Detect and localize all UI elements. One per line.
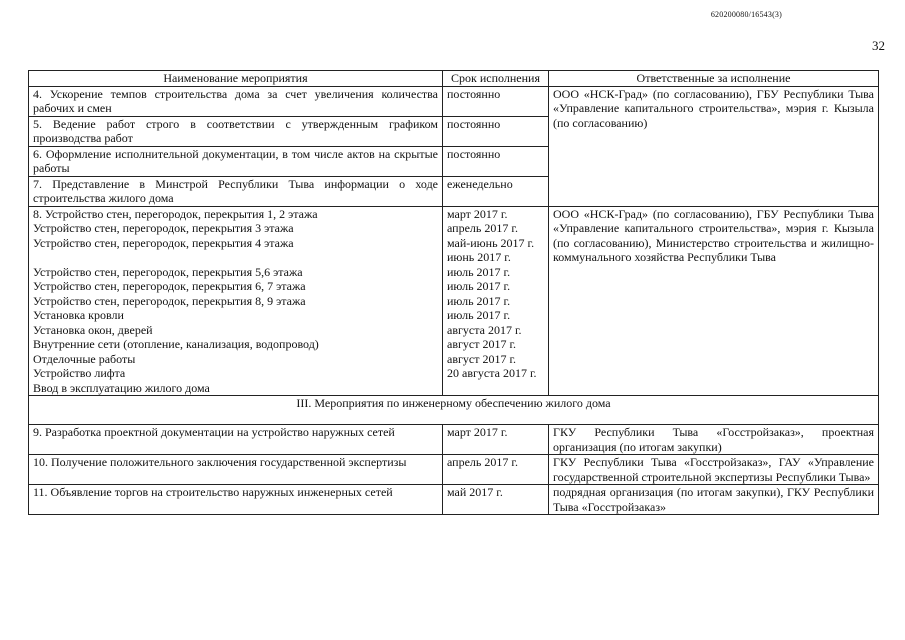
list-item: июль 2017 г. [447, 308, 511, 322]
activity-name: 6. Оформление исполнительной документации, в том числе актов на скрытые работы [29, 146, 443, 176]
list-item: Устройство лифта [33, 366, 126, 380]
activity-name: 11. Объявление торгов на строительство наружных инженерных сетей [29, 485, 443, 515]
column-header-name: Наименование мероприятия [29, 71, 443, 87]
activity-term: май 2017 г. [443, 485, 549, 515]
table-row [29, 485, 879, 515]
section-heading-row [29, 396, 879, 425]
list-item: 8. Устройство стен, перегородок, перекрытия 1, 2 этажа [33, 206, 318, 221]
activity-name: 4. Ускорение темпов строительства дома за счет увеличения количества рабочих и смен [29, 86, 443, 116]
list-item: Установка окон, дверей [33, 322, 153, 337]
activities-table [28, 70, 879, 515]
table-row [29, 86, 879, 116]
column-header-responsible: Ответственные за исполнение [549, 71, 879, 87]
activity-term: постоянно [443, 146, 549, 176]
list-item: Установка кровли [33, 308, 124, 322]
responsible-cell: ООО «НСК-Град» (по согласованию), ГБУ Республики Тыва «Управление капитального строительства», мэрия г. Кызыла (по согласованию) [549, 86, 879, 206]
document-code: 620200080/16543(3) [710, 10, 782, 19]
list-item: март 2017 г. [447, 206, 508, 221]
table-row [29, 206, 879, 396]
page-number: 32 [872, 38, 885, 53]
list-item: Отделочные работы [33, 351, 136, 366]
list-item: Устройство стен, перегородок, перекрытия 8, 9 этажа [33, 293, 306, 308]
list-item: июль 2017 г. [447, 293, 511, 308]
activity-name: 7. Представление в Минстрой Республики Тыва информации о ходе строительства жилого дома [29, 176, 443, 206]
list-item: Ввод в эксплуатацию жилого дома [33, 380, 210, 395]
activity-term: еженедельно [443, 176, 549, 206]
list-item: Устройство стен, перегородок, перекрытия 3 этажа [33, 221, 294, 235]
section-title: III. Мероприятия по инженерному обеспечению жилого дома [29, 396, 879, 425]
list-item: август 2017 г. [447, 337, 517, 351]
responsible-cell: ГКУ Республики Тыва «Госстройзаказ», проектная организация (по итогам закупки) [549, 425, 879, 455]
list-item: май-июнь 2017 г. [447, 235, 535, 250]
table-row [29, 425, 879, 455]
list-item: Устройство стен, перегородок, перекрытия 6, 7 этажа [33, 279, 306, 293]
responsible-cell: подрядная организация (по итогам закупки), ГКУ Республики Тыва «Госстройзаказ» [549, 485, 879, 515]
list-item: июнь 2017 г. [447, 250, 511, 264]
list-item: апрель 2017 г. [447, 221, 518, 235]
table-row [29, 455, 879, 485]
activity-term: март 2017 г. [443, 425, 549, 455]
table-header-row [29, 71, 879, 87]
activity-term: апрель 2017 г. [443, 455, 549, 485]
list-item: август 2017 г. [447, 351, 517, 366]
list-item: 20 августа 2017 г. [447, 366, 537, 380]
term-list [443, 206, 549, 396]
activity-name: 5. Ведение работ строго в соответствии с утвержденным графиком производства работ [29, 116, 443, 146]
responsible-cell: ООО «НСК-Град» (по согласованию), ГБУ Республики Тыва «Управление капитального строительства», мэрия г. Кызыла (по согласованию), Министерство строительства и жилищно-коммунального хозяйства Республики Тыва [549, 206, 879, 396]
list-item: Устройство стен, перегородок, перекрытия 5,6 этажа [33, 264, 303, 279]
list-item: Устройство стен, перегородок, перекрытия 4 этажа [33, 235, 294, 250]
activity-term: постоянно [443, 86, 549, 116]
activity-name: 10. Получение положительного заключения государственной экспертизы [29, 455, 443, 485]
activity-name: 9. Разработка проектной документации на устройство наружных сетей [29, 425, 443, 455]
activity-term: постоянно [443, 116, 549, 146]
list-item: Внутренние сети (отопление, канализация, водопровод) [33, 337, 319, 351]
list-item: июль 2017 г. [447, 264, 511, 279]
list-item: июль 2017 г. [447, 279, 511, 293]
column-header-term: Срок исполнения [443, 71, 549, 87]
list-item: августа 2017 г. [447, 322, 522, 337]
responsible-cell: ГКУ Республики Тыва «Госстройзаказ», ГАУ «Управление государственной строительной экспертизы Республики Тыва» [549, 455, 879, 485]
activity-list [29, 206, 443, 396]
